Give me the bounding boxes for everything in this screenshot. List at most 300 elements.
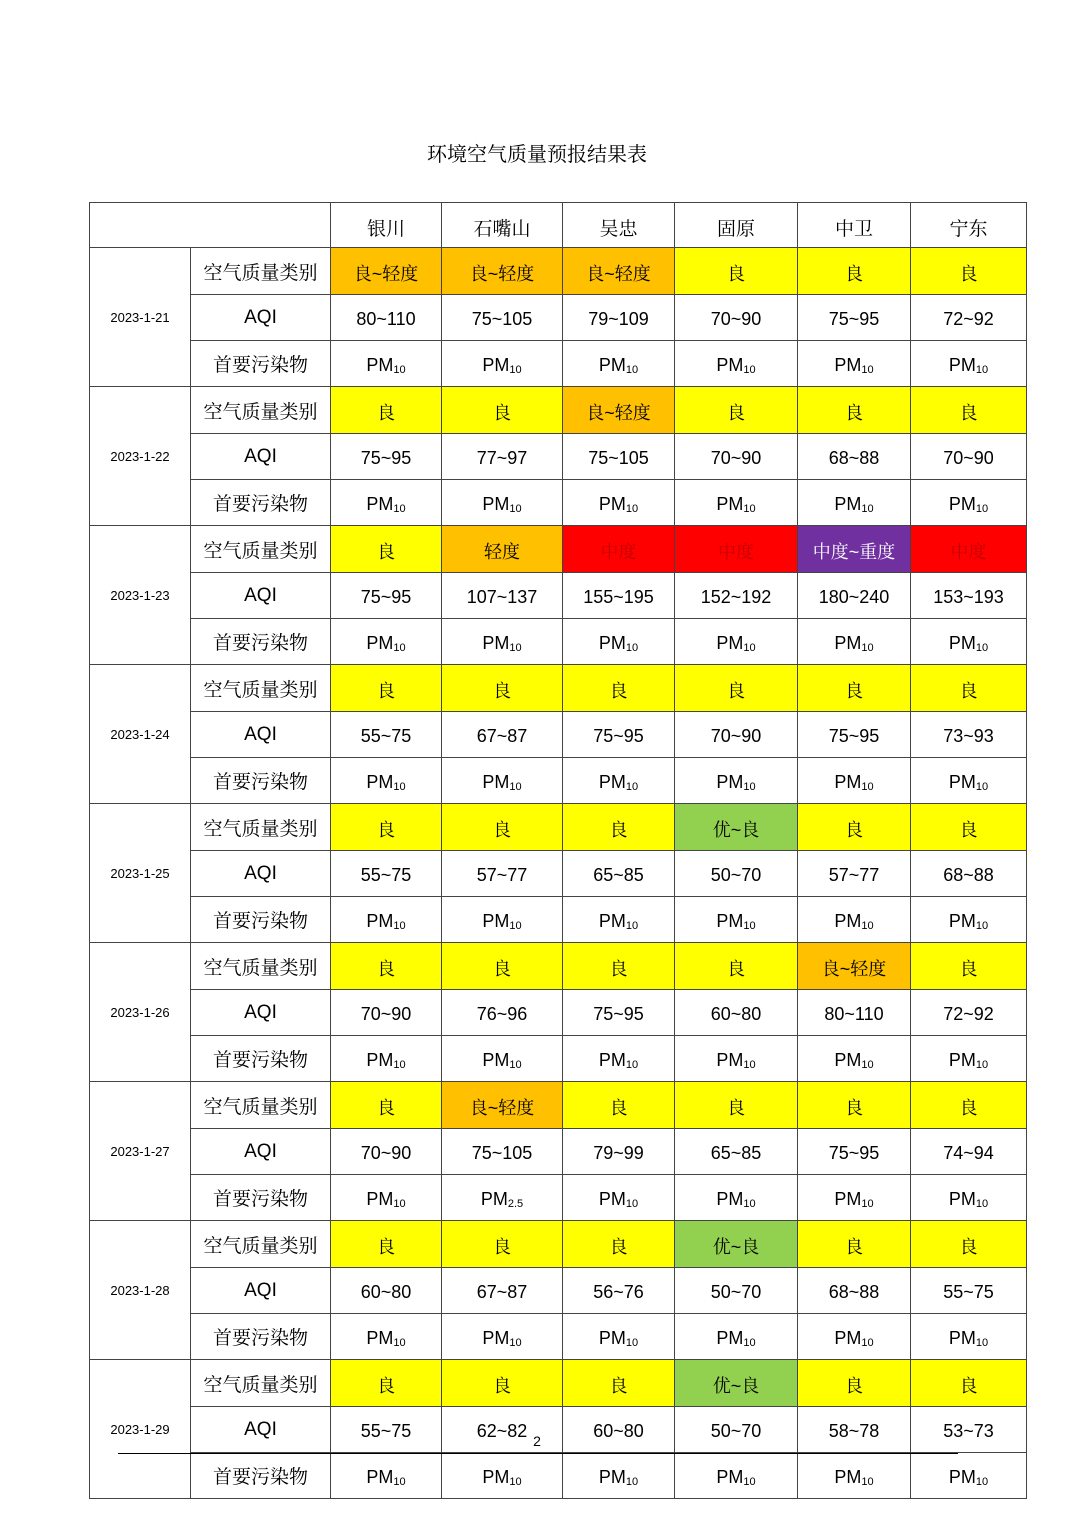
category-cell: 良 <box>798 387 911 434</box>
category-cell: 良 <box>442 665 563 712</box>
aqi-cell: 76~96 <box>442 990 563 1036</box>
pollutant-subscript: 10 <box>743 1198 756 1210</box>
pollutant-subscript: 10 <box>743 364 756 376</box>
pollutant-cell <box>675 619 798 665</box>
pollutant-subscript: 10 <box>509 364 522 376</box>
pollutant-cell <box>331 1314 442 1360</box>
aqi-cell: 50~70 <box>675 1268 798 1314</box>
pollutant-name: PM <box>366 1467 394 1487</box>
pollutant-cell <box>442 1175 563 1221</box>
pollutant-name: PM <box>366 911 394 931</box>
category-cell: 良 <box>331 804 442 851</box>
pollutant-name: PM <box>834 355 862 375</box>
pollutant-cell <box>442 897 563 943</box>
pollutant-cell <box>442 341 563 387</box>
category-cell: 中度 <box>563 526 675 573</box>
pollutant-subscript: 2.5 <box>507 1198 524 1210</box>
category-cell: 良 <box>563 1082 675 1129</box>
table-row <box>90 804 1027 851</box>
header-city: 银川 <box>331 203 442 248</box>
pollutant-subscript: 10 <box>743 920 756 932</box>
table-row <box>90 248 1027 295</box>
category-cell: 良 <box>331 526 442 573</box>
pollutant-subscript: 10 <box>861 1476 874 1488</box>
category-cell: 良 <box>442 387 563 434</box>
pollutant-cell <box>563 1314 675 1360</box>
table-row <box>90 1036 1027 1082</box>
pollutant-name: PM <box>482 355 510 375</box>
row-label: AQI <box>191 851 331 897</box>
category-cell: 良 <box>798 804 911 851</box>
pollutant-subscript: 10 <box>625 364 639 376</box>
pollutant-subscript: 10 <box>861 920 874 932</box>
pollutant-cell <box>675 480 798 526</box>
category-cell: 良 <box>911 1221 1027 1268</box>
category-cell: 良 <box>442 1221 563 1268</box>
date-cell: 2023-1-26 <box>90 943 191 1082</box>
pollutant-subscript: 10 <box>975 781 989 793</box>
pollutant-name: PM <box>948 1328 976 1348</box>
pollutant-name: PM <box>366 1189 394 1209</box>
aqi-cell: 74~94 <box>911 1129 1027 1175</box>
row-label: AQI <box>191 573 331 619</box>
row-label: 空气质量类别 <box>191 1221 331 1268</box>
pollutant-subscript: 10 <box>393 920 406 932</box>
aqi-cell: 68~88 <box>798 1268 911 1314</box>
aqi-cell: 180~240 <box>798 573 911 619</box>
category-cell: 良 <box>911 1082 1027 1129</box>
pollutant-subscript: 10 <box>975 364 989 376</box>
pollutant-subscript: 10 <box>625 1059 639 1071</box>
pollutant-cell <box>911 897 1027 943</box>
aqi-cell: 75~95 <box>798 1129 911 1175</box>
header-city: 吴忠 <box>563 203 675 248</box>
pollutant-name: PM <box>834 911 862 931</box>
table-row <box>90 1221 1027 1268</box>
pollutant-cell <box>442 1314 563 1360</box>
pollutant-cell <box>798 619 911 665</box>
pollutant-name: PM <box>366 1050 394 1070</box>
pollutant-cell <box>798 480 911 526</box>
pollutant-name: PM <box>834 1467 862 1487</box>
pollutant-cell <box>675 341 798 387</box>
pollutant-name: PM <box>834 633 862 653</box>
date-cell: 2023-1-25 <box>90 804 191 943</box>
category-cell: 良 <box>563 665 675 712</box>
pollutant-cell <box>563 897 675 943</box>
row-label: 空气质量类别 <box>191 248 331 295</box>
pollutant-subscript: 10 <box>975 642 989 654</box>
pollutant-cell <box>675 758 798 804</box>
category-cell: 良 <box>331 1221 442 1268</box>
aqi-cell: 62~82 <box>442 1407 563 1453</box>
pollutant-subscript: 10 <box>625 642 639 654</box>
pollutant-cell <box>675 1175 798 1221</box>
category-cell: 良 <box>911 387 1027 434</box>
category-cell: 良 <box>331 943 442 990</box>
pollutant-cell <box>442 1453 563 1499</box>
aqi-cell: 70~90 <box>675 434 798 480</box>
pollutant-subscript: 10 <box>509 1337 522 1349</box>
pollutant-subscript: 10 <box>625 503 639 515</box>
pollutant-name: PM <box>598 1050 626 1070</box>
category-cell: 良 <box>442 1360 563 1407</box>
aqi-cell: 56~76 <box>563 1268 675 1314</box>
pollutant-name: PM <box>716 1467 744 1487</box>
pollutant-name: PM <box>482 633 510 653</box>
table-row <box>90 1082 1027 1129</box>
pollutant-name: PM <box>482 772 510 792</box>
aqi-cell: 65~85 <box>675 1129 798 1175</box>
category-cell: 良~轻度 <box>442 248 563 295</box>
pollutant-subscript: 10 <box>861 1198 874 1210</box>
aqi-cell: 75~95 <box>798 295 911 341</box>
pollutant-name: PM <box>366 772 394 792</box>
category-cell: 良 <box>911 665 1027 712</box>
pollutant-cell <box>798 341 911 387</box>
date-cell: 2023-1-27 <box>90 1082 191 1221</box>
category-cell: 轻度 <box>442 526 563 573</box>
pollutant-subscript: 10 <box>393 364 406 376</box>
table-row <box>90 1453 1027 1499</box>
pollutant-name: PM <box>834 1328 862 1348</box>
aqi-cell: 68~88 <box>798 434 911 480</box>
aqi-cell: 75~95 <box>331 573 442 619</box>
pollutant-cell <box>442 619 563 665</box>
row-label: 首要污染物 <box>191 1314 331 1360</box>
pollutant-cell <box>563 1453 675 1499</box>
aqi-cell: 60~80 <box>331 1268 442 1314</box>
table-row <box>90 619 1027 665</box>
row-label: AQI <box>191 1407 331 1453</box>
pollutant-name: PM <box>834 1189 862 1209</box>
pollutant-subscript: 10 <box>509 920 522 932</box>
table-row <box>90 665 1027 712</box>
pollutant-name: PM <box>482 494 510 514</box>
pollutant-cell <box>563 480 675 526</box>
pollutant-subscript: 10 <box>625 781 639 793</box>
aqi-cell: 75~95 <box>798 712 911 758</box>
pollutant-subscript: 10 <box>743 642 756 654</box>
pollutant-cell <box>675 1036 798 1082</box>
aqi-cell: 57~77 <box>442 851 563 897</box>
page-title: 环境空气质量预报结果表 <box>427 144 647 166</box>
pollutant-subscript: 10 <box>509 1476 522 1488</box>
category-cell: 良~轻度 <box>563 387 675 434</box>
pollutant-name: PM <box>716 1189 744 1209</box>
pollutant-cell <box>442 480 563 526</box>
category-cell: 良 <box>798 248 911 295</box>
page-number: 2 <box>533 1433 541 1449</box>
pollutant-name: PM <box>948 772 976 792</box>
table-row <box>90 897 1027 943</box>
pollutant-name: PM <box>716 772 744 792</box>
table-row <box>90 480 1027 526</box>
category-cell: 良 <box>911 1360 1027 1407</box>
pollutant-cell <box>798 758 911 804</box>
date-cell: 2023-1-21 <box>90 248 191 387</box>
pollutant-name: PM <box>948 494 976 514</box>
category-cell: 良 <box>798 1082 911 1129</box>
pollutant-subscript: 10 <box>975 1198 989 1210</box>
header-row <box>90 203 1027 248</box>
aqi-cell: 57~77 <box>798 851 911 897</box>
row-label: 首要污染物 <box>191 1036 331 1082</box>
pollutant-name: PM <box>716 1050 744 1070</box>
table-row <box>90 712 1027 758</box>
category-cell: 良 <box>911 248 1027 295</box>
pollutant-name: PM <box>948 911 976 931</box>
category-cell: 良 <box>798 665 911 712</box>
pollutant-name: PM <box>598 911 626 931</box>
category-cell: 良 <box>675 1082 798 1129</box>
pollutant-subscript: 10 <box>861 642 874 654</box>
category-cell: 良~轻度 <box>442 1082 563 1129</box>
pollutant-subscript: 10 <box>625 1198 639 1210</box>
table-row <box>90 295 1027 341</box>
aqi-cell: 155~195 <box>563 573 675 619</box>
category-cell: 良 <box>563 1221 675 1268</box>
category-cell: 中度~重度 <box>798 526 911 573</box>
aqi-cell: 68~88 <box>911 851 1027 897</box>
pollutant-name: PM <box>948 1050 976 1070</box>
date-cell: 2023-1-29 <box>90 1360 191 1499</box>
category-cell: 良 <box>675 665 798 712</box>
table-row <box>90 758 1027 804</box>
pollutant-name: PM <box>598 1328 626 1348</box>
aqi-cell: 75~105 <box>442 1129 563 1175</box>
header-city: 石嘴山 <box>442 203 563 248</box>
pollutant-cell <box>442 758 563 804</box>
pollutant-cell <box>675 1314 798 1360</box>
aqi-cell: 75~95 <box>563 712 675 758</box>
category-cell: 良 <box>675 248 798 295</box>
aqi-cell: 70~90 <box>911 434 1027 480</box>
table-row <box>90 1175 1027 1221</box>
row-label: 空气质量类别 <box>191 387 331 434</box>
category-cell: 良~轻度 <box>331 248 442 295</box>
category-cell: 良 <box>798 1360 911 1407</box>
pollutant-cell <box>798 1036 911 1082</box>
pollutant-cell <box>798 897 911 943</box>
pollutant-name: PM <box>598 355 626 375</box>
pollutant-cell <box>563 758 675 804</box>
pollutant-cell <box>798 1175 911 1221</box>
category-cell: 良 <box>442 943 563 990</box>
pollutant-cell <box>911 1036 1027 1082</box>
pollutant-subscript: 10 <box>509 1059 522 1071</box>
aqi-cell: 72~92 <box>911 990 1027 1036</box>
pollutant-name: PM <box>948 1189 976 1209</box>
row-label: 首要污染物 <box>191 480 331 526</box>
aqi-cell: 70~90 <box>331 1129 442 1175</box>
header-city: 固原 <box>675 203 798 248</box>
row-label: 首要污染物 <box>191 1175 331 1221</box>
pollutant-cell <box>911 758 1027 804</box>
category-cell: 优~良 <box>675 1221 798 1268</box>
pollutant-subscript: 10 <box>625 920 639 932</box>
category-cell: 良 <box>911 804 1027 851</box>
pollutant-name: PM <box>480 1189 508 1209</box>
pollutant-subscript: 10 <box>509 642 522 654</box>
aqi-cell: 72~92 <box>911 295 1027 341</box>
pollutant-subscript: 10 <box>975 1476 989 1488</box>
table-row <box>90 341 1027 387</box>
row-label: 空气质量类别 <box>191 1082 331 1129</box>
pollutant-subscript: 10 <box>509 781 522 793</box>
pollutant-name: PM <box>366 1328 394 1348</box>
row-label: 空气质量类别 <box>191 665 331 712</box>
pollutant-subscript: 10 <box>393 1337 406 1349</box>
pollutant-name: PM <box>948 633 976 653</box>
aqi-cell: 50~70 <box>675 1407 798 1453</box>
aqi-cell: 70~90 <box>331 990 442 1036</box>
category-cell: 良 <box>675 943 798 990</box>
pollutant-subscript: 10 <box>393 1198 406 1210</box>
pollutant-cell <box>911 341 1027 387</box>
header-corner-cell <box>90 203 331 248</box>
footer-divider <box>118 1453 958 1454</box>
pollutant-name: PM <box>366 633 394 653</box>
table-row <box>90 851 1027 897</box>
pollutant-name: PM <box>598 494 626 514</box>
pollutant-subscript: 10 <box>861 781 874 793</box>
row-label: AQI <box>191 712 331 758</box>
aqi-cell: 70~90 <box>675 295 798 341</box>
pollutant-subscript: 10 <box>509 503 522 515</box>
pollutant-name: PM <box>598 633 626 653</box>
pollutant-cell <box>331 619 442 665</box>
pollutant-subscript: 10 <box>393 503 406 515</box>
pollutant-subscript: 10 <box>975 503 989 515</box>
aqi-cell: 60~80 <box>675 990 798 1036</box>
row-label: 空气质量类别 <box>191 943 331 990</box>
row-label: AQI <box>191 990 331 1036</box>
aqi-cell: 153~193 <box>911 573 1027 619</box>
category-cell: 良 <box>442 804 563 851</box>
aqi-cell: 53~73 <box>911 1407 1027 1453</box>
table-row <box>90 1314 1027 1360</box>
table-row <box>90 526 1027 573</box>
pollutant-cell <box>911 1453 1027 1499</box>
row-label: 首要污染物 <box>191 341 331 387</box>
table-row <box>90 990 1027 1036</box>
date-cell: 2023-1-23 <box>90 526 191 665</box>
pollutant-name: PM <box>834 772 862 792</box>
aqi-cell: 79~99 <box>563 1129 675 1175</box>
aqi-cell: 50~70 <box>675 851 798 897</box>
category-cell: 良 <box>911 943 1027 990</box>
aqi-cell: 58~78 <box>798 1407 911 1453</box>
category-cell: 良~轻度 <box>798 943 911 990</box>
aqi-cell: 60~80 <box>563 1407 675 1453</box>
pollutant-cell <box>331 1453 442 1499</box>
pollutant-cell <box>675 1453 798 1499</box>
pollutant-name: PM <box>716 1328 744 1348</box>
pollutant-subscript: 10 <box>861 1059 874 1071</box>
category-cell: 良 <box>331 1082 442 1129</box>
pollutant-subscript: 10 <box>393 1476 406 1488</box>
pollutant-cell <box>331 1036 442 1082</box>
pollutant-name: PM <box>716 494 744 514</box>
row-label: AQI <box>191 1268 331 1314</box>
pollutant-subscript: 10 <box>625 1337 639 1349</box>
category-cell: 优~良 <box>675 804 798 851</box>
forecast-table <box>89 202 1027 1499</box>
aqi-cell: 67~87 <box>442 1268 563 1314</box>
category-cell: 良~轻度 <box>563 248 675 295</box>
category-cell: 良 <box>331 665 442 712</box>
aqi-cell: 55~75 <box>331 851 442 897</box>
table-row <box>90 943 1027 990</box>
pollutant-subscript: 10 <box>975 920 989 932</box>
category-cell: 中度 <box>911 526 1027 573</box>
aqi-cell: 67~87 <box>442 712 563 758</box>
pollutant-cell <box>911 1314 1027 1360</box>
category-cell: 良 <box>563 943 675 990</box>
pollutant-name: PM <box>598 1467 626 1487</box>
pollutant-cell <box>798 1453 911 1499</box>
pollutant-subscript: 10 <box>975 1337 989 1349</box>
pollutant-name: PM <box>366 355 394 375</box>
date-cell: 2023-1-22 <box>90 387 191 526</box>
table-row <box>90 1268 1027 1314</box>
aqi-cell: 75~95 <box>563 990 675 1036</box>
pollutant-cell <box>563 1175 675 1221</box>
aqi-cell: 70~90 <box>675 712 798 758</box>
pollutant-subscript: 10 <box>743 781 756 793</box>
aqi-cell: 77~97 <box>442 434 563 480</box>
aqi-cell: 55~75 <box>331 712 442 758</box>
row-label: 首要污染物 <box>191 1453 331 1499</box>
pollutant-name: PM <box>716 911 744 931</box>
pollutant-subscript: 10 <box>625 1476 639 1488</box>
pollutant-name: PM <box>482 911 510 931</box>
pollutant-subscript: 10 <box>393 1059 406 1071</box>
table-row <box>90 387 1027 434</box>
pollutant-cell <box>331 758 442 804</box>
row-label: 空气质量类别 <box>191 804 331 851</box>
pollutant-subscript: 10 <box>975 1059 989 1071</box>
row-label: 空气质量类别 <box>191 1360 331 1407</box>
pollutant-cell <box>563 619 675 665</box>
aqi-cell: 73~93 <box>911 712 1027 758</box>
date-cell: 2023-1-24 <box>90 665 191 804</box>
pollutant-name: PM <box>482 1050 510 1070</box>
pollutant-subscript: 10 <box>743 1059 756 1071</box>
pollutant-cell <box>798 1314 911 1360</box>
header-city: 中卫 <box>798 203 911 248</box>
header-city: 宁东 <box>911 203 1027 248</box>
pollutant-cell <box>675 897 798 943</box>
pollutant-cell <box>331 341 442 387</box>
pollutant-cell <box>331 897 442 943</box>
pollutant-subscript: 10 <box>393 642 406 654</box>
row-label: AQI <box>191 295 331 341</box>
pollutant-subscript: 10 <box>743 503 756 515</box>
category-cell: 良 <box>563 804 675 851</box>
aqi-cell: 75~105 <box>563 434 675 480</box>
aqi-cell: 65~85 <box>563 851 675 897</box>
pollutant-name: PM <box>834 494 862 514</box>
row-label: 空气质量类别 <box>191 526 331 573</box>
pollutant-cell <box>911 1175 1027 1221</box>
table-row <box>90 1360 1027 1407</box>
aqi-cell: 107~137 <box>442 573 563 619</box>
category-cell: 中度 <box>675 526 798 573</box>
table-row <box>90 434 1027 480</box>
date-cell: 2023-1-28 <box>90 1221 191 1360</box>
